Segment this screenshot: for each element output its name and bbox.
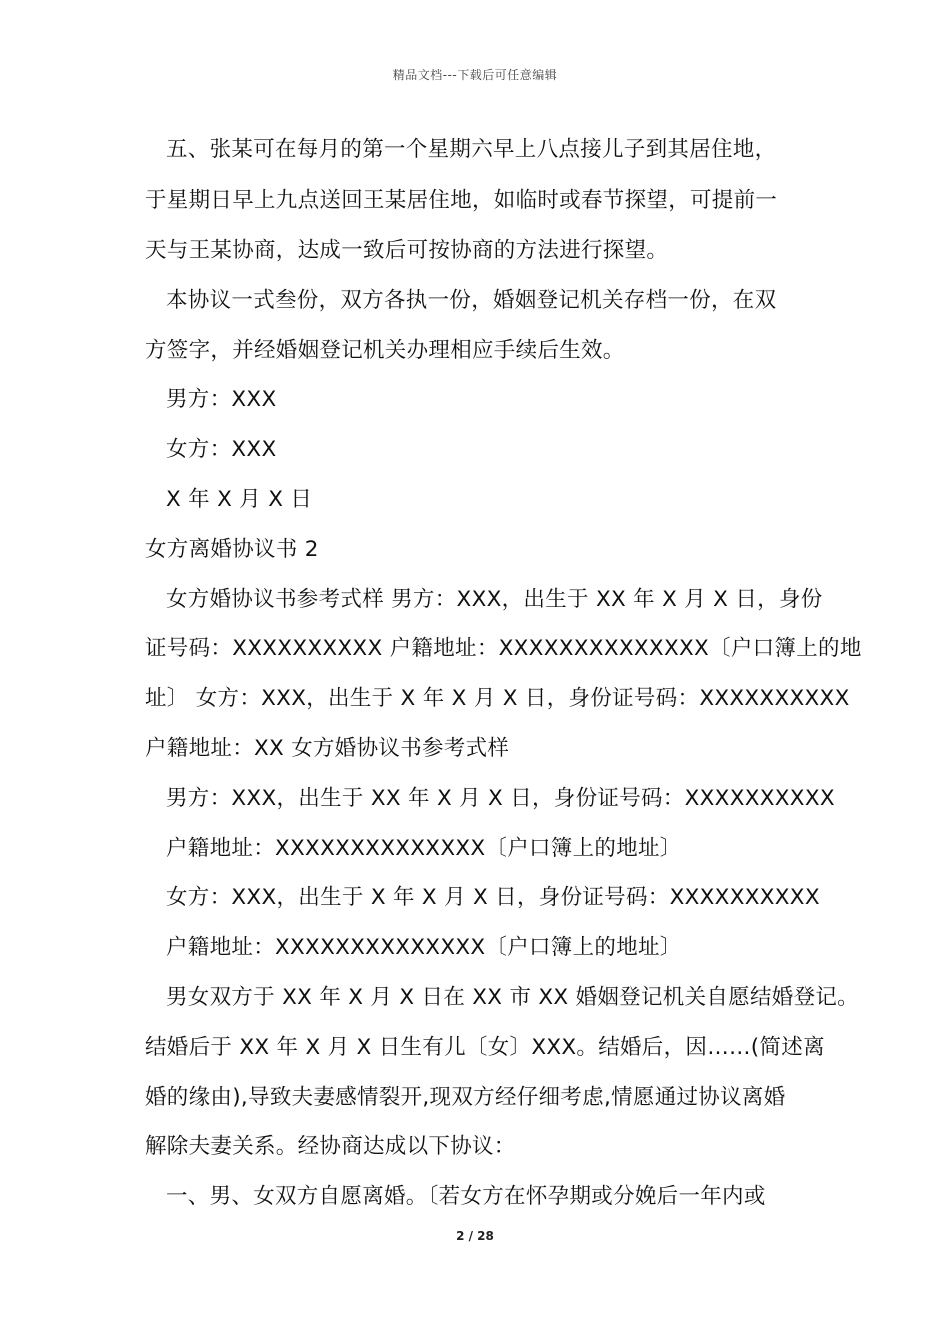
text-line: 户籍地址：XXXXXXXXXXXXXX〔户口簿上的地址〕 [166, 836, 682, 861]
text-line: 女方婚协议书参考式样 男方：XXX，出生于 XX 年 X 月 X 日，身份 [166, 587, 823, 612]
text-line: 本协议一式叁份，双方各执一份，婚姻登记机关存档一份，在双 [166, 288, 777, 313]
text-line: 户籍地址：XX 女方婚协议书参考式样 [145, 736, 510, 761]
text-line: 天与王某协商，达成一致后可按协商的方法进行探望。 [145, 238, 669, 263]
text-line: 男方：XXX [166, 387, 277, 412]
text-line: 解除夫妻关系。经协商达成以下协议： [145, 1134, 516, 1159]
text-line: 证号码：XXXXXXXXXX 户籍地址：XXXXXXXXXXXXXX〔户口簿上的地 [145, 636, 862, 661]
text-line: 男女双方于 XX 年 X 月 X 日在 XX 市 XX 婚姻登记机关自愿结婚登记。 [166, 985, 859, 1010]
page-number: 2 / 28 [456, 1229, 494, 1243]
text-line: 方签字，并经婚姻登记机关办理相应手续后生效。 [145, 338, 625, 363]
text-line: X 年 X 月 X 日 [166, 487, 313, 512]
text-line: 男方：XXX，出生于 XX 年 X 月 X 日，身份证号码：XXXXXXXXXX [166, 786, 835, 811]
section-heading: 女方离婚协议书 2 [145, 537, 319, 562]
text-line: 女方：XXX [166, 437, 277, 462]
text-line: 五、张某可在每月的第一个星期六早上八点接儿子到其居住地， [166, 137, 777, 162]
text-line: 婚的缘由),导致夫妻感情裂开,现双方经仔细考虑,情愿通过协议离婚 [145, 1085, 786, 1110]
text-line: 户籍地址：XXXXXXXXXXXXXX〔户口簿上的地址〕 [166, 935, 682, 960]
page-header: 精品文档---下载后可任意编辑 [392, 68, 558, 82]
text-line: 址〕 女方：XXX，出生于 X 年 X 月 X 日，身份证号码：XXXXXXXXXX [145, 686, 850, 711]
text-line: 于星期日早上九点送回王某居住地，如临时或春节探望，可提前一 [145, 188, 778, 213]
text-line: 结婚后于 XX 年 X 月 X 日生有儿〔女〕XXX。结婚后，因……(简述离 [145, 1035, 825, 1060]
text-line: 一、男、女双方自愿离婚。〔若女方在怀孕期或分娩后一年内或 [166, 1184, 766, 1209]
text-line: 女方：XXX，出生于 X 年 X 月 X 日，身份证号码：XXXXXXXXXX [166, 885, 820, 910]
